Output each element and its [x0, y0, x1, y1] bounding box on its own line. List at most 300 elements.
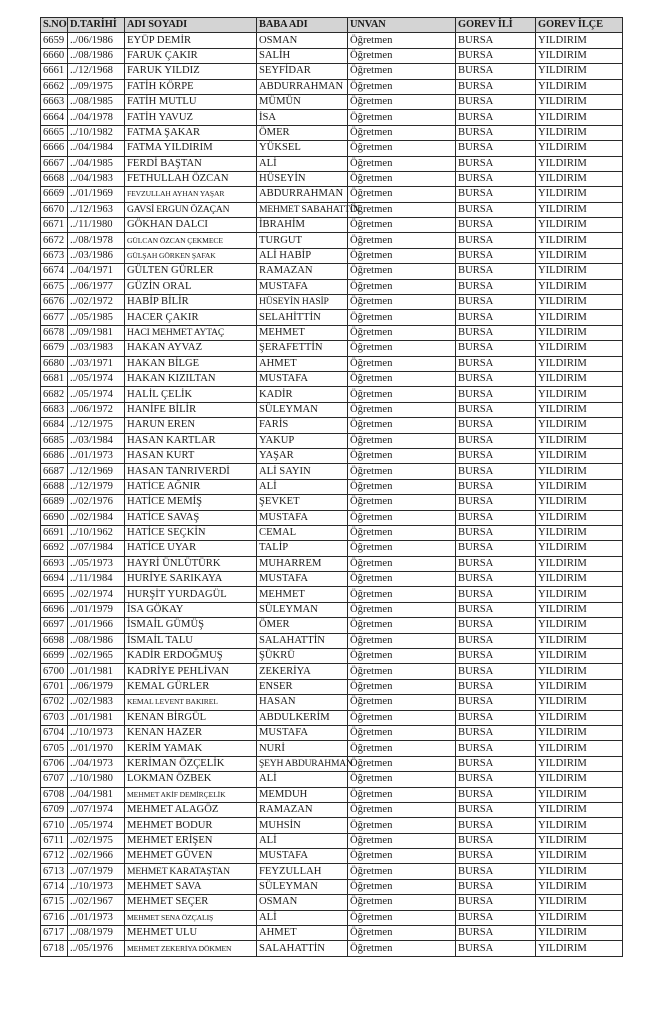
cell-sno: 6708 — [41, 787, 68, 802]
cell-father-name: RAMAZAN — [257, 264, 348, 279]
cell-full-name: İSMAİL TALU — [125, 633, 257, 648]
cell-district: YILDIRIM — [536, 310, 623, 325]
cell-birth-date: ../05/1973 — [68, 556, 125, 571]
cell-sno: 6670 — [41, 202, 68, 217]
cell-sno: 6696 — [41, 602, 68, 617]
cell-father-name: AHMET — [257, 356, 348, 371]
cell-father-name: ÖMER — [257, 618, 348, 633]
cell-birth-date: ../02/1975 — [68, 833, 125, 848]
cell-full-name: MEHMET ZEKERİYA DÖKMEN — [125, 941, 257, 956]
cell-full-name: MEHMET SEÇER — [125, 895, 257, 910]
cell-father-name: ABDULKERİM — [257, 710, 348, 725]
cell-father-name: MEMDUH — [257, 787, 348, 802]
cell-province: BURSA — [456, 94, 536, 109]
cell-district: YILDIRIM — [536, 802, 623, 817]
cell-district: YILDIRIM — [536, 895, 623, 910]
cell-title: Öğretmen — [348, 371, 456, 386]
cell-father-name: MUHSİN — [257, 818, 348, 833]
table-row — [41, 110, 623, 125]
cell-title: Öğretmen — [348, 679, 456, 694]
cell-title: Öğretmen — [348, 33, 456, 48]
table-row — [41, 371, 623, 386]
cell-district: YILDIRIM — [536, 48, 623, 63]
table-row — [41, 94, 623, 109]
cell-birth-date: ../04/1981 — [68, 787, 125, 802]
table-row — [41, 33, 623, 48]
cell-full-name: HATİCE UYAR — [125, 541, 257, 556]
cell-province: BURSA — [456, 310, 536, 325]
table-row — [41, 710, 623, 725]
cell-title: Öğretmen — [348, 510, 456, 525]
cell-district: YILDIRIM — [536, 926, 623, 941]
cell-title: Öğretmen — [348, 556, 456, 571]
cell-birth-date: ../05/1974 — [68, 371, 125, 386]
cell-sno: 6713 — [41, 864, 68, 879]
cell-district: YILDIRIM — [536, 464, 623, 479]
cell-father-name: YAŞAR — [257, 448, 348, 463]
cell-province: BURSA — [456, 525, 536, 540]
cell-title: Öğretmen — [348, 171, 456, 186]
cell-birth-date: ../05/1974 — [68, 387, 125, 402]
cell-title: Öğretmen — [348, 341, 456, 356]
cell-full-name: HACI MEHMET AYTAÇ — [125, 325, 257, 340]
cell-full-name: FEVZULLAH AYHAN YAŞAR — [125, 187, 257, 202]
cell-district: YILDIRIM — [536, 325, 623, 340]
header-district: GOREV İLÇE — [536, 18, 623, 33]
cell-father-name: FEYZULLAH — [257, 864, 348, 879]
cell-sno: 6705 — [41, 741, 68, 756]
header-province: GOREV İLİ — [456, 18, 536, 33]
cell-district: YILDIRIM — [536, 479, 623, 494]
cell-father-name: ENSER — [257, 679, 348, 694]
cell-district: YILDIRIM — [536, 279, 623, 294]
table-row — [41, 48, 623, 63]
cell-full-name: FATMA YILDIRIM — [125, 141, 257, 156]
cell-full-name: HURŞİT YURDAGÜL — [125, 587, 257, 602]
cell-full-name: MEHMET ULU — [125, 926, 257, 941]
cell-district: YILDIRIM — [536, 541, 623, 556]
cell-title: Öğretmen — [348, 187, 456, 202]
cell-full-name: KEMAL GÜRLER — [125, 679, 257, 694]
cell-birth-date: ../10/1962 — [68, 525, 125, 540]
cell-sno: 6663 — [41, 94, 68, 109]
cell-title: Öğretmen — [348, 787, 456, 802]
cell-province: BURSA — [456, 448, 536, 463]
cell-title: Öğretmen — [348, 895, 456, 910]
cell-title: Öğretmen — [348, 849, 456, 864]
cell-district: YILDIRIM — [536, 433, 623, 448]
cell-father-name: ŞEYH ABDURAHMAN — [257, 756, 348, 771]
cell-district: YILDIRIM — [536, 125, 623, 140]
cell-district: YILDIRIM — [536, 202, 623, 217]
cell-sno: 6710 — [41, 818, 68, 833]
cell-province: BURSA — [456, 602, 536, 617]
cell-district: YILDIRIM — [536, 556, 623, 571]
cell-birth-date: ../12/1968 — [68, 64, 125, 79]
cell-province: BURSA — [456, 279, 536, 294]
cell-father-name: SELAHİTTİN — [257, 310, 348, 325]
table-row — [41, 941, 623, 956]
cell-full-name: FARUK YILDIZ — [125, 64, 257, 79]
cell-province: BURSA — [456, 64, 536, 79]
cell-district: YILDIRIM — [536, 864, 623, 879]
cell-district: YILDIRIM — [536, 510, 623, 525]
cell-sno: 6664 — [41, 110, 68, 125]
cell-full-name: HARUN EREN — [125, 418, 257, 433]
cell-sno: 6689 — [41, 495, 68, 510]
cell-district: YILDIRIM — [536, 64, 623, 79]
cell-father-name: ZEKERİYA — [257, 664, 348, 679]
cell-title: Öğretmen — [348, 587, 456, 602]
cell-sno: 6703 — [41, 710, 68, 725]
cell-father-name: MÜMÜN — [257, 94, 348, 109]
table-row — [41, 433, 623, 448]
cell-father-name: ALİ — [257, 479, 348, 494]
cell-province: BURSA — [456, 941, 536, 956]
table-row — [41, 602, 623, 617]
cell-birth-date: ../02/1974 — [68, 587, 125, 602]
header-father-name: BABA ADI — [257, 18, 348, 33]
cell-birth-date: ../09/1981 — [68, 325, 125, 340]
cell-title: Öğretmen — [348, 695, 456, 710]
cell-province: BURSA — [456, 495, 536, 510]
cell-title: Öğretmen — [348, 110, 456, 125]
cell-sno: 6686 — [41, 448, 68, 463]
cell-district: YILDIRIM — [536, 371, 623, 386]
cell-district: YILDIRIM — [536, 141, 623, 156]
cell-sno: 6714 — [41, 879, 68, 894]
cell-full-name: KADRİYE PEHLİVAN — [125, 664, 257, 679]
cell-birth-date: ../03/1986 — [68, 248, 125, 263]
cell-birth-date: ../12/1975 — [68, 418, 125, 433]
cell-father-name: ALİ — [257, 772, 348, 787]
table-row — [41, 864, 623, 879]
cell-birth-date: ../09/1975 — [68, 79, 125, 94]
cell-full-name: GAVSİ ERGUN ÖZAÇAN — [125, 202, 257, 217]
cell-full-name: KENAN HAZER — [125, 725, 257, 740]
cell-full-name: FARUK ÇAKIR — [125, 48, 257, 63]
cell-sno: 6674 — [41, 264, 68, 279]
cell-title: Öğretmen — [348, 248, 456, 263]
cell-full-name: HATİCE AĞNIR — [125, 479, 257, 494]
cell-full-name: HATİCE SAVAŞ — [125, 510, 257, 525]
cell-province: BURSA — [456, 79, 536, 94]
header-sno: S.NO — [41, 18, 68, 33]
cell-birth-date: ../11/1980 — [68, 218, 125, 233]
cell-birth-date: ../06/1986 — [68, 33, 125, 48]
cell-sno: 6665 — [41, 125, 68, 140]
table-row — [41, 64, 623, 79]
teacher-list-table — [40, 17, 623, 957]
cell-birth-date: ../01/1981 — [68, 664, 125, 679]
cell-title: Öğretmen — [348, 910, 456, 925]
table-row — [41, 325, 623, 340]
cell-district: YILDIRIM — [536, 879, 623, 894]
cell-birth-date: ../10/1973 — [68, 879, 125, 894]
cell-title: Öğretmen — [348, 464, 456, 479]
cell-sno: 6711 — [41, 833, 68, 848]
cell-district: YILDIRIM — [536, 248, 623, 263]
cell-sno: 6715 — [41, 895, 68, 910]
cell-sno: 6706 — [41, 756, 68, 771]
cell-district: YILDIRIM — [536, 633, 623, 648]
cell-birth-date: ../05/1985 — [68, 310, 125, 325]
cell-full-name: GÖKHAN DALCI — [125, 218, 257, 233]
cell-sno: 6661 — [41, 64, 68, 79]
cell-birth-date: ../06/1977 — [68, 279, 125, 294]
cell-district: YILDIRIM — [536, 156, 623, 171]
document-sheet — [40, 17, 622, 957]
cell-province: BURSA — [456, 556, 536, 571]
cell-father-name: ŞÜKRÜ — [257, 649, 348, 664]
cell-province: BURSA — [456, 171, 536, 186]
cell-sno: 6683 — [41, 402, 68, 417]
cell-sno: 6678 — [41, 325, 68, 340]
table-row — [41, 664, 623, 679]
cell-father-name: HÜSEYİN — [257, 171, 348, 186]
cell-province: BURSA — [456, 418, 536, 433]
cell-province: BURSA — [456, 325, 536, 340]
cell-full-name: GÜLCAN ÖZCAN ÇEKMECE — [125, 233, 257, 248]
cell-birth-date: ../02/1972 — [68, 295, 125, 310]
cell-full-name: LOKMAN ÖZBEK — [125, 772, 257, 787]
table-row — [41, 341, 623, 356]
cell-father-name: SALAHATTİN — [257, 633, 348, 648]
header-full-name: ADI SOYADI — [125, 18, 257, 33]
cell-sno: 6684 — [41, 418, 68, 433]
cell-father-name: TURGUT — [257, 233, 348, 248]
table-row — [41, 171, 623, 186]
cell-title: Öğretmen — [348, 48, 456, 63]
cell-father-name: ALİ — [257, 156, 348, 171]
cell-birth-date: ../01/1979 — [68, 602, 125, 617]
cell-title: Öğretmen — [348, 664, 456, 679]
cell-father-name: ÖMER — [257, 125, 348, 140]
cell-district: YILDIRIM — [536, 264, 623, 279]
cell-sno: 6679 — [41, 341, 68, 356]
table-row — [41, 202, 623, 217]
cell-district: YILDIRIM — [536, 695, 623, 710]
cell-title: Öğretmen — [348, 602, 456, 617]
table-row — [41, 218, 623, 233]
table-row — [41, 772, 623, 787]
cell-sno: 6695 — [41, 587, 68, 602]
cell-province: BURSA — [456, 33, 536, 48]
cell-title: Öğretmen — [348, 264, 456, 279]
cell-full-name: KERİM YAMAK — [125, 741, 257, 756]
cell-full-name: HANİFE BİLİR — [125, 402, 257, 417]
cell-province: BURSA — [456, 541, 536, 556]
cell-father-name: ALİ — [257, 833, 348, 848]
cell-district: YILDIRIM — [536, 495, 623, 510]
cell-province: BURSA — [456, 741, 536, 756]
cell-province: BURSA — [456, 510, 536, 525]
cell-sno: 6697 — [41, 618, 68, 633]
cell-district: YILDIRIM — [536, 725, 623, 740]
cell-full-name: MEHMET ALAGÖZ — [125, 802, 257, 817]
table-row — [41, 310, 623, 325]
cell-province: BURSA — [456, 818, 536, 833]
table-header-row — [41, 18, 623, 33]
cell-province: BURSA — [456, 141, 536, 156]
cell-district: YILDIRIM — [536, 664, 623, 679]
cell-province: BURSA — [456, 772, 536, 787]
cell-district: YILDIRIM — [536, 772, 623, 787]
table-row — [41, 633, 623, 648]
cell-province: BURSA — [456, 387, 536, 402]
cell-district: YILDIRIM — [536, 33, 623, 48]
cell-father-name: FARİS — [257, 418, 348, 433]
cell-title: Öğretmen — [348, 233, 456, 248]
table-row — [41, 418, 623, 433]
cell-birth-date: ../05/1976 — [68, 941, 125, 956]
cell-province: BURSA — [456, 248, 536, 263]
cell-father-name: ŞEVKET — [257, 495, 348, 510]
cell-sno: 6682 — [41, 387, 68, 402]
cell-birth-date: ../08/1978 — [68, 233, 125, 248]
cell-birth-date: ../01/1966 — [68, 618, 125, 633]
table-row — [41, 849, 623, 864]
cell-province: BURSA — [456, 802, 536, 817]
cell-birth-date: ../04/1978 — [68, 110, 125, 125]
cell-sno: 6700 — [41, 664, 68, 679]
cell-father-name: MUSTAFA — [257, 279, 348, 294]
cell-full-name: İSMAİL GÜMÜŞ — [125, 618, 257, 633]
cell-sno: 6718 — [41, 941, 68, 956]
cell-sno: 6717 — [41, 926, 68, 941]
cell-district: YILDIRIM — [536, 587, 623, 602]
cell-sno: 6681 — [41, 371, 68, 386]
cell-district: YILDIRIM — [536, 110, 623, 125]
cell-birth-date: ../07/1979 — [68, 864, 125, 879]
table-row — [41, 510, 623, 525]
cell-sno: 6668 — [41, 171, 68, 186]
table-row — [41, 495, 623, 510]
cell-sno: 6702 — [41, 695, 68, 710]
cell-full-name: MEHMET AKİF DEMİRÇELİK — [125, 787, 257, 802]
cell-father-name: ALİ SAYIN — [257, 464, 348, 479]
cell-sno: 6693 — [41, 556, 68, 571]
table-row — [41, 833, 623, 848]
cell-birth-date: ../04/1983 — [68, 171, 125, 186]
cell-birth-date: ../01/1970 — [68, 741, 125, 756]
cell-father-name: MUSTAFA — [257, 371, 348, 386]
cell-birth-date: ../06/1972 — [68, 402, 125, 417]
cell-sno: 6701 — [41, 679, 68, 694]
cell-district: YILDIRIM — [536, 572, 623, 587]
cell-full-name: GÜLŞAH GÖRKEN ŞAFAK — [125, 248, 257, 263]
cell-title: Öğretmen — [348, 725, 456, 740]
table-row — [41, 556, 623, 571]
cell-sno: 6677 — [41, 310, 68, 325]
cell-title: Öğretmen — [348, 141, 456, 156]
cell-full-name: EYÜP DEMİR — [125, 33, 257, 48]
cell-full-name: MEHMET SAVA — [125, 879, 257, 894]
table-row — [41, 787, 623, 802]
cell-title: Öğretmen — [348, 356, 456, 371]
cell-full-name: MEHMET SENA ÖZÇALIŞ — [125, 910, 257, 925]
cell-district: YILDIRIM — [536, 787, 623, 802]
cell-sno: 6659 — [41, 33, 68, 48]
cell-father-name: KADİR — [257, 387, 348, 402]
cell-province: BURSA — [456, 910, 536, 925]
cell-sno: 6704 — [41, 725, 68, 740]
cell-birth-date: ../12/1963 — [68, 202, 125, 217]
cell-birth-date: ../02/1984 — [68, 510, 125, 525]
cell-province: BURSA — [456, 664, 536, 679]
cell-birth-date: ../11/1984 — [68, 572, 125, 587]
cell-province: BURSA — [456, 110, 536, 125]
cell-title: Öğretmen — [348, 202, 456, 217]
cell-title: Öğretmen — [348, 941, 456, 956]
cell-father-name: MUSTAFA — [257, 510, 348, 525]
cell-title: Öğretmen — [348, 125, 456, 140]
cell-province: BURSA — [456, 356, 536, 371]
cell-title: Öğretmen — [348, 310, 456, 325]
cell-full-name: KERİMAN ÖZÇELİK — [125, 756, 257, 771]
cell-father-name: MUSTAFA — [257, 572, 348, 587]
cell-father-name: MEHMET — [257, 587, 348, 602]
cell-province: BURSA — [456, 202, 536, 217]
cell-father-name: MEHMET — [257, 325, 348, 340]
cell-province: BURSA — [456, 341, 536, 356]
cell-father-name: ABDURRAHMAN — [257, 187, 348, 202]
cell-father-name: ALİ HABİP — [257, 248, 348, 263]
cell-district: YILDIRIM — [536, 602, 623, 617]
cell-province: BURSA — [456, 233, 536, 248]
table-row — [41, 741, 623, 756]
cell-province: BURSA — [456, 48, 536, 63]
cell-district: YILDIRIM — [536, 710, 623, 725]
cell-birth-date: ../01/1981 — [68, 710, 125, 725]
cell-district: YILDIRIM — [536, 833, 623, 848]
cell-province: BURSA — [456, 587, 536, 602]
cell-full-name: HAYRİ ÜNLÜTÜRK — [125, 556, 257, 571]
cell-full-name: MEHMET BODUR — [125, 818, 257, 833]
cell-father-name: MUSTAFA — [257, 849, 348, 864]
table-row — [41, 464, 623, 479]
cell-full-name: HATİCE SEÇKİN — [125, 525, 257, 540]
cell-sno: 6694 — [41, 572, 68, 587]
table-row — [41, 187, 623, 202]
cell-father-name: MUHARREM — [257, 556, 348, 571]
cell-title: Öğretmen — [348, 756, 456, 771]
cell-sno: 6669 — [41, 187, 68, 202]
cell-province: BURSA — [456, 479, 536, 494]
cell-full-name: GÜZİN ORAL — [125, 279, 257, 294]
cell-district: YILDIRIM — [536, 171, 623, 186]
cell-title: Öğretmen — [348, 879, 456, 894]
cell-province: BURSA — [456, 572, 536, 587]
cell-title: Öğretmen — [348, 802, 456, 817]
cell-sno: 6709 — [41, 802, 68, 817]
cell-district: YILDIRIM — [536, 418, 623, 433]
cell-district: YILDIRIM — [536, 387, 623, 402]
cell-province: BURSA — [456, 649, 536, 664]
cell-province: BURSA — [456, 849, 536, 864]
cell-father-name: SALİH — [257, 48, 348, 63]
cell-birth-date: ../06/1979 — [68, 679, 125, 694]
cell-birth-date: ../03/1983 — [68, 341, 125, 356]
cell-father-name: MEHMET SABAHATTİN — [257, 202, 348, 217]
cell-title: Öğretmen — [348, 710, 456, 725]
cell-father-name: OSMAN — [257, 33, 348, 48]
table-row — [41, 295, 623, 310]
cell-province: BURSA — [456, 864, 536, 879]
table-row — [41, 725, 623, 740]
cell-district: YILDIRIM — [536, 233, 623, 248]
cell-title: Öğretmen — [348, 864, 456, 879]
